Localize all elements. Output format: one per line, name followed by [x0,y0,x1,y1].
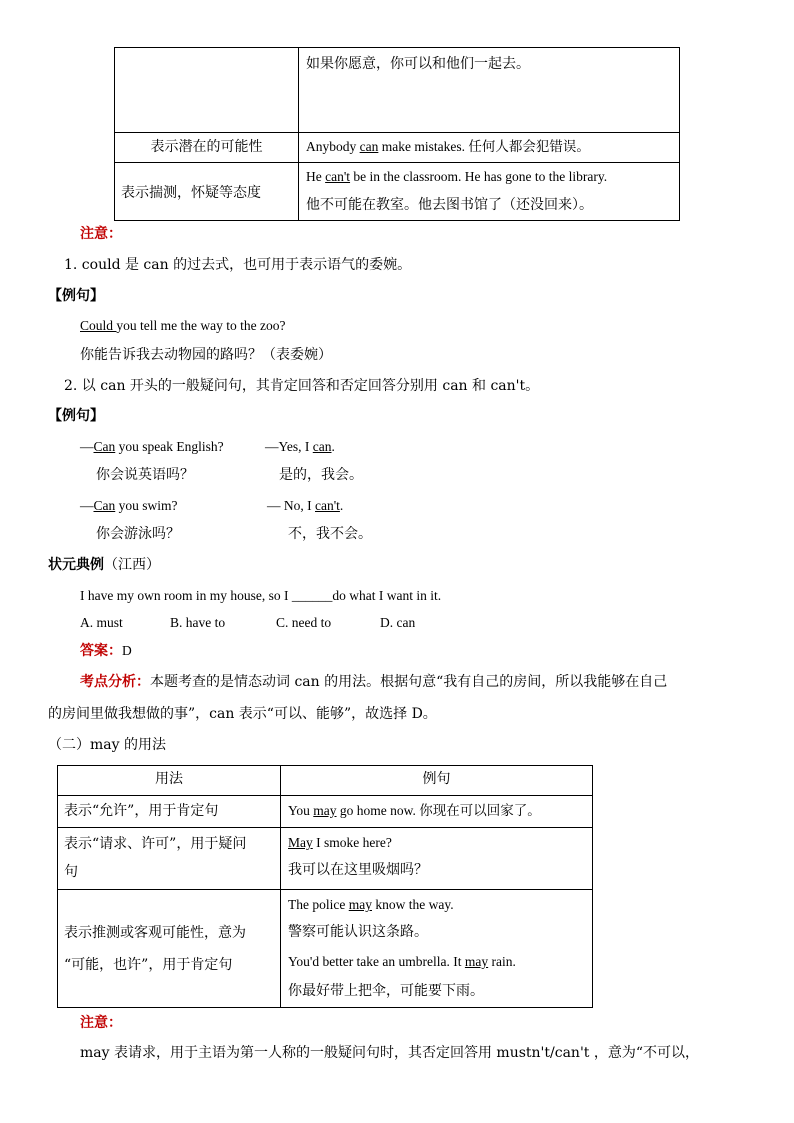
table-row [58,828,593,890]
example-en: May I smoke here? [288,835,392,850]
column-header: 用法 [58,766,281,796]
usage-cell [115,48,299,133]
exam-option: D. can [380,615,416,630]
table-row [115,163,680,221]
exam-option: B. have to [170,615,226,630]
exam-analysis: 考点分析：本题考查的是情态动词 can 的用法。根据句意“我有自己的房间，所以我能够在自己 [80,674,668,690]
example-cn: 他不可能在教室。他去图书馆了（还没回来）。 [306,197,593,213]
dialogue-question: —Can you speak English? [80,439,224,454]
table-row [115,48,680,133]
example-cell [299,163,680,221]
dialogue-answer: — No, I can't. [267,498,344,513]
dialogue-answer: —Yes, I can. [265,439,335,454]
example-text: Anybody can make mistakes. 任何人都会犯错误。 [306,139,590,154]
table-row [115,133,680,163]
example-cn: 你最好带上把伞，可能要下雨。 [288,983,484,999]
note-label: 注意： [80,226,122,242]
example-text: 如果你愿意，你可以和他们一起去。 [306,56,530,72]
example-cell [281,796,593,828]
example-cell [299,133,680,163]
can-usage-table [114,47,680,221]
usage-cell [115,133,299,163]
dialogue-question: —Can you swim? [80,498,178,513]
column-header: 例句 [281,766,593,796]
example-label: 【例句】 [48,408,104,424]
example-cell [281,828,593,890]
exam-question: I have my own room in my house, so I ______do what I want in it. [80,588,442,603]
may-usage-table [57,765,593,1008]
dialogue-question-cn: 你会说英语吗？ [96,467,194,483]
example-cn: 我可以在这里吸烟吗？ [288,862,428,878]
dialogue-question-cn: 你会游泳吗？ [96,526,180,542]
example-cn: 警察可能认识这条路。 [288,924,428,940]
example-text: You may go home now. 你现在可以回家了。 [288,803,541,818]
dialogue-answer-cn: 是的，我会。 [279,467,363,483]
exam-heading: 状元典例（江西） [48,557,160,573]
example-label: 【例句】 [48,288,104,304]
example-en: He can't be in the classroom. He has gone to the library. [306,169,608,184]
exam-answer: 答案：D [80,643,132,659]
dialogue-answer-cn: 不，我不会。 [288,526,372,542]
exam-analysis-cont: 的房间里做我想做的事”，can 表示“可以、能够”，故选择 D。 [48,706,437,722]
note-label: 注意： [80,1015,122,1031]
usage-text: 表示揣测，怀疑等态度 [121,184,261,201]
example-sentence: Could you tell me the way to the zoo? [80,318,286,333]
note-text: may 表请求，用于主语为第一人称的一般疑问句时，其否定回答用 mustn't/can't ，意为“不可以， [80,1045,700,1061]
example-cell [299,48,680,133]
table-row [58,890,593,1008]
table-header-row [58,766,593,796]
example-cell [281,890,593,1008]
usage-text: 表示潜在的可能性 [150,139,263,155]
example-en: You'd better take an umbrella. It may rain. [288,954,516,969]
exam-option: C. need to [276,615,332,630]
note-item-2: 2. 以 can 开头的一般疑问句，其肯定回答和否定回答分别用 can 和 can't。 [64,378,540,394]
example-en: The police may know the way. [288,897,454,912]
usage-cell [115,163,299,221]
usage-cell: 表示“允许”，用于肯定句 [58,796,281,828]
usage-cell: 表示“请求、许可”，用于疑问 句 [58,828,281,890]
usage-cell: 表示推测或客观可能性，意为 “可能，也许”，用于肯定句 [58,890,281,1008]
example-translation: 你能告诉我去动物园的路吗？（表委婉） [80,347,332,363]
section-heading: （二）may 的用法 [48,737,166,753]
table-row [58,796,593,828]
note-item-1: 1. could 是 can 的过去式，也可用于表示语气的委婉。 [64,257,412,273]
exam-option: A. must [80,615,123,630]
